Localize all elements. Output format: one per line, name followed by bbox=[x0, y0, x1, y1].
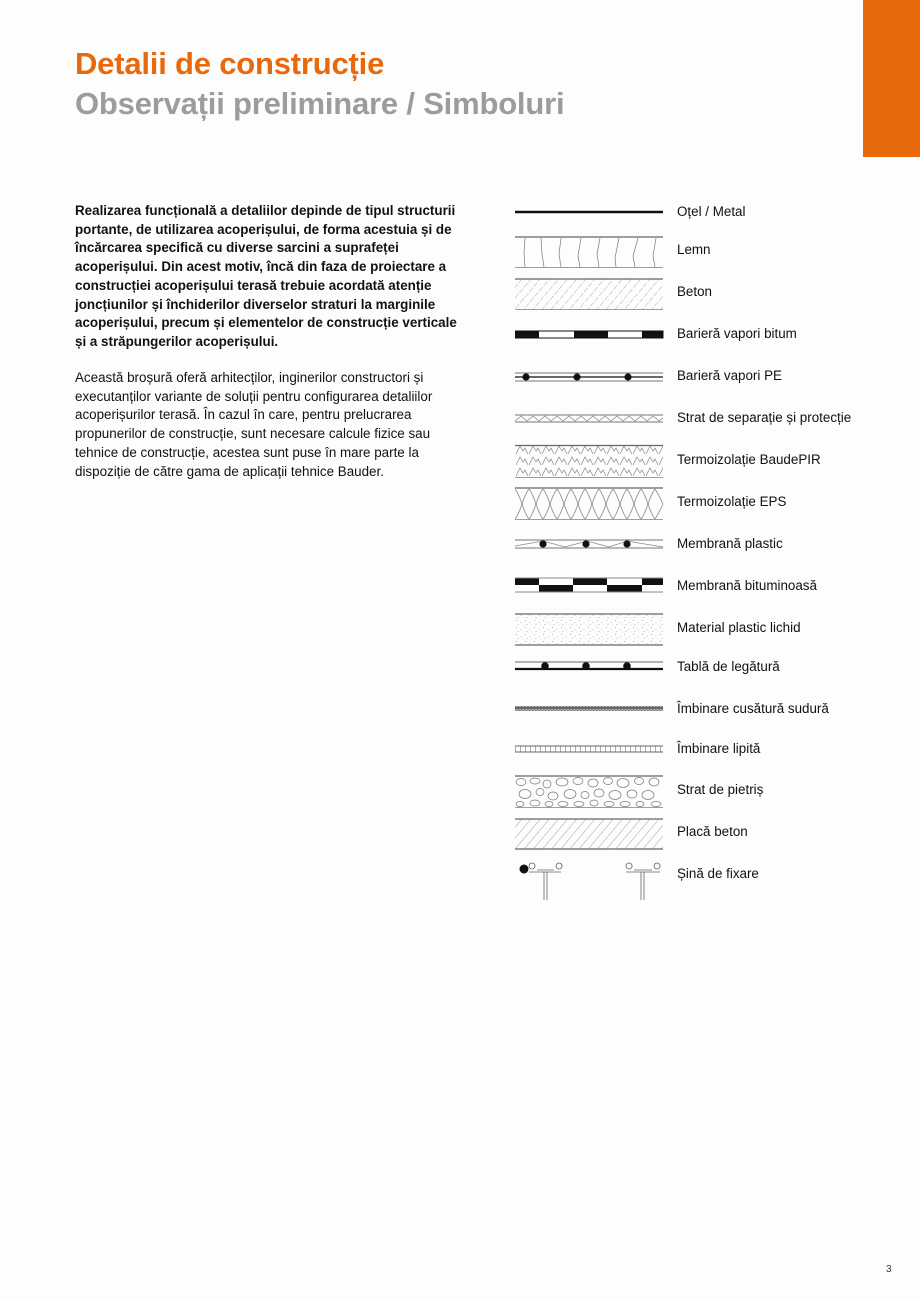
symbol-row bbox=[515, 816, 875, 850]
symbol-row bbox=[515, 360, 875, 394]
symbol-label: Termoizolație BaudePIR bbox=[677, 452, 821, 467]
symbol-label: Lemn bbox=[677, 242, 711, 257]
pe-vapor-barrier-symbol-icon bbox=[515, 360, 665, 394]
orange-section-tab bbox=[863, 0, 920, 157]
fixing-rail-symbol-icon bbox=[515, 858, 665, 902]
bitumen-membrane-symbol-icon bbox=[515, 570, 665, 604]
symbol-row bbox=[515, 693, 875, 727]
symbol-row bbox=[515, 444, 875, 478]
symbol-label: Strat de separație și protecție bbox=[677, 410, 852, 425]
intro-paragraph: Această broșură oferă arhitecților, inginerilor constructori și executanților variante de soluții pentru configurarea detaliilor acoperișurilor terasă. În cazul în care, pentru prelucrarea propunerilor de construcție, sunt necesare calcule fizice sau tehnice de construcție, acestea sunt puse în mare parte la dispoziție de către gama de aplicații tehnice Bauder. bbox=[75, 370, 433, 479]
symbol-row bbox=[515, 318, 875, 352]
eps-insulation-symbol-icon bbox=[515, 486, 665, 520]
symbol-row bbox=[515, 196, 875, 230]
gravel-layer-symbol-icon bbox=[515, 774, 665, 808]
symbol-label: Beton bbox=[677, 284, 712, 299]
page-subtitle: Observații preliminare / Simboluri bbox=[75, 86, 565, 121]
symbol-row bbox=[515, 858, 875, 902]
glued-seam-symbol-icon bbox=[515, 733, 665, 767]
symbol-row bbox=[515, 612, 875, 646]
symbol-row bbox=[515, 528, 875, 562]
symbol-label: Oțel / Metal bbox=[677, 204, 746, 219]
connection-sheet-symbol-icon bbox=[515, 651, 665, 685]
liquid-plastic-symbol-icon bbox=[515, 612, 665, 646]
symbol-label: Membrană plastic bbox=[677, 536, 783, 551]
symbol-row bbox=[515, 570, 875, 604]
symbol-row bbox=[515, 774, 875, 808]
bitumen-vapor-barrier-symbol-icon bbox=[515, 318, 665, 352]
symbol-label: Placă beton bbox=[677, 824, 748, 839]
symbol-label: Șină de fixare bbox=[677, 866, 759, 881]
symbol-label: Material plastic lichid bbox=[677, 620, 801, 635]
wood-symbol-icon bbox=[515, 234, 665, 268]
page-number: 3 bbox=[886, 1264, 892, 1275]
symbol-row bbox=[515, 234, 875, 268]
symbol-label: Îmbinare lipită bbox=[677, 741, 761, 756]
symbol-row bbox=[515, 651, 875, 685]
symbol-row bbox=[515, 733, 875, 767]
symbol-label: Barieră vapori PE bbox=[677, 368, 782, 383]
symbol-row bbox=[515, 402, 875, 436]
intro-bold-paragraph: Realizarea funcțională a detaliilor depinde de tipul structurii portante, de utilizarea acoperișului, de forma acestuia și de încărcarea specifică cu diverse sarcini a suprafeței acoperișului. Din acest motiv, încă din faza de proiectare a construcției acoperișului terasă trebuie acordată atenție joncțiunilor și închiderilor diverselor straturi la marginile acoperișului, precum și elementelor de construcție verticale și a străpungerilor acoperișului. bbox=[75, 203, 457, 349]
symbol-label: Termoizolație EPS bbox=[677, 494, 787, 509]
steel-metal-symbol-icon bbox=[515, 196, 665, 230]
symbol-label: Tablă de legătură bbox=[677, 659, 780, 674]
symbol-label: Barieră vapori bitum bbox=[677, 326, 797, 341]
symbol-label: Îmbinare cusătură sudură bbox=[677, 701, 829, 716]
symbol-row bbox=[515, 486, 875, 520]
concrete-slab-symbol-icon bbox=[515, 816, 665, 850]
page-title: Detalii de construcție bbox=[75, 46, 385, 81]
symbol-row bbox=[515, 276, 875, 310]
symbol-label: Membrană bituminoasă bbox=[677, 578, 817, 593]
plastic-membrane-symbol-icon bbox=[515, 528, 665, 562]
concrete-symbol-icon bbox=[515, 276, 665, 310]
symbol-label: Strat de pietriș bbox=[677, 782, 764, 797]
separation-layer-symbol-icon bbox=[515, 402, 665, 436]
pir-insulation-symbol-icon bbox=[515, 444, 665, 478]
welded-seam-symbol-icon bbox=[515, 693, 665, 727]
